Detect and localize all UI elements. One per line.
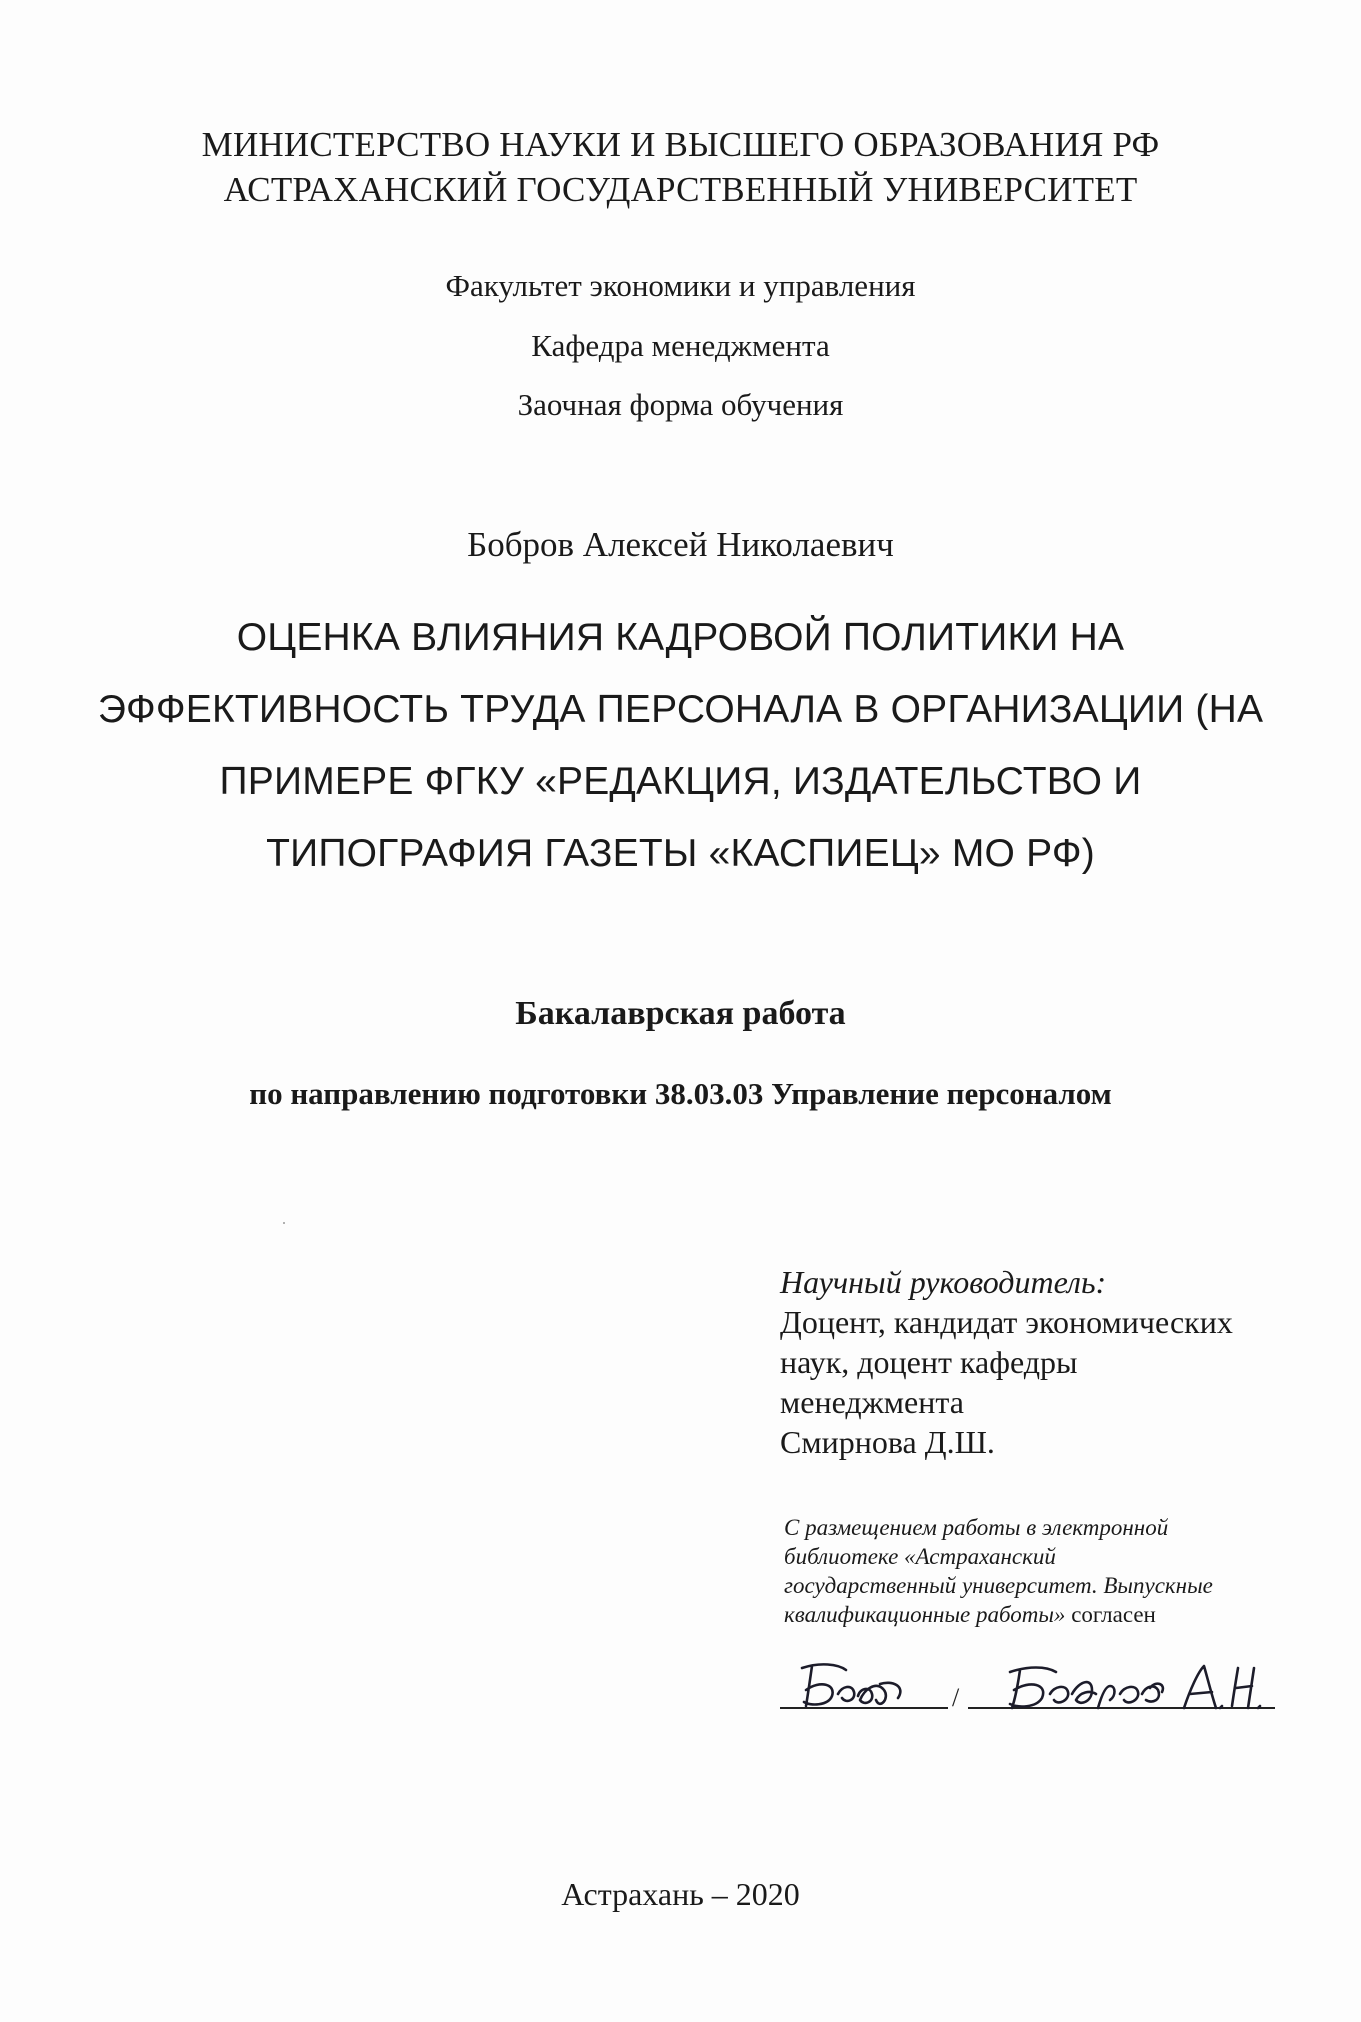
thesis-title-line-3: ПРИМЕРЕ ФГКУ «РЕДАКЦИЯ, ИЗДАТЕЛЬСТВО И — [219, 760, 1142, 803]
consent-line-plain: согласен — [1065, 1602, 1156, 1627]
supervisor-heading: Научный руководитель: — [780, 1264, 1107, 1300]
work-type: Бакалаврская работа — [515, 995, 846, 1032]
supervisor-block — [780, 1262, 1340, 1462]
university-heading: АСТРАХАНСКИЙ ГОСУДАРСТВЕННЫЙ УНИВЕРСИТЕТ — [223, 170, 1138, 209]
department-line: Кафедра менеджмента — [531, 328, 830, 363]
consent-line-italic: квалификационные работы» — [784, 1602, 1066, 1627]
signature-area — [780, 1650, 1280, 1720]
study-form-line: Заочная форма обучения — [517, 387, 844, 422]
consent-line: С размещением работы в электронной — [784, 1515, 1169, 1540]
author-name: Бобров Алексей Николаевич — [467, 525, 894, 564]
ministry-heading: МИНИСТЕРСТВО НАУКИ И ВЫСШЕГО ОБРАЗОВАНИЯ РФ — [201, 125, 1160, 164]
consent-line — [784, 1600, 1344, 1629]
consent-line: библиотеке «Астраханский — [784, 1544, 1056, 1569]
thesis-title-line-4: ТИПОГРАФИЯ ГАЗЕТЫ «КАСПИЕЦ» МО РФ) — [266, 832, 1095, 875]
supervisor-name: Смирнова Д.Ш. — [780, 1424, 995, 1460]
study-direction: по направлению подготовки 38.03.03 Управление персоналом — [249, 1076, 1112, 1111]
signature-separator: / — [952, 1683, 960, 1712]
scan-speck — [283, 1222, 285, 1224]
supervisor-line: менеджмента — [780, 1384, 964, 1420]
faculty-line: Факультет экономики и управления — [445, 268, 916, 303]
supervisor-line: Доцент, кандидат экономических — [780, 1304, 1233, 1340]
supervisor-line: наук, доцент кафедры — [780, 1344, 1078, 1380]
thesis-title-line-1: ОЦЕНКА ВЛИЯНИЯ КАДРОВОЙ ПОЛИТИКИ НА — [236, 616, 1125, 659]
consent-line: государственный университет. Выпускные — [784, 1573, 1213, 1598]
handwritten-signature-image — [780, 1650, 1280, 1720]
city-year: Астрахань – 2020 — [561, 1876, 800, 1912]
library-consent-block — [784, 1513, 1344, 1629]
thesis-title-line-2: ЭФФЕКТИВНОСТЬ ТРУДА ПЕРСОНАЛА В ОРГАНИЗАЦИИ (НА — [97, 688, 1264, 731]
